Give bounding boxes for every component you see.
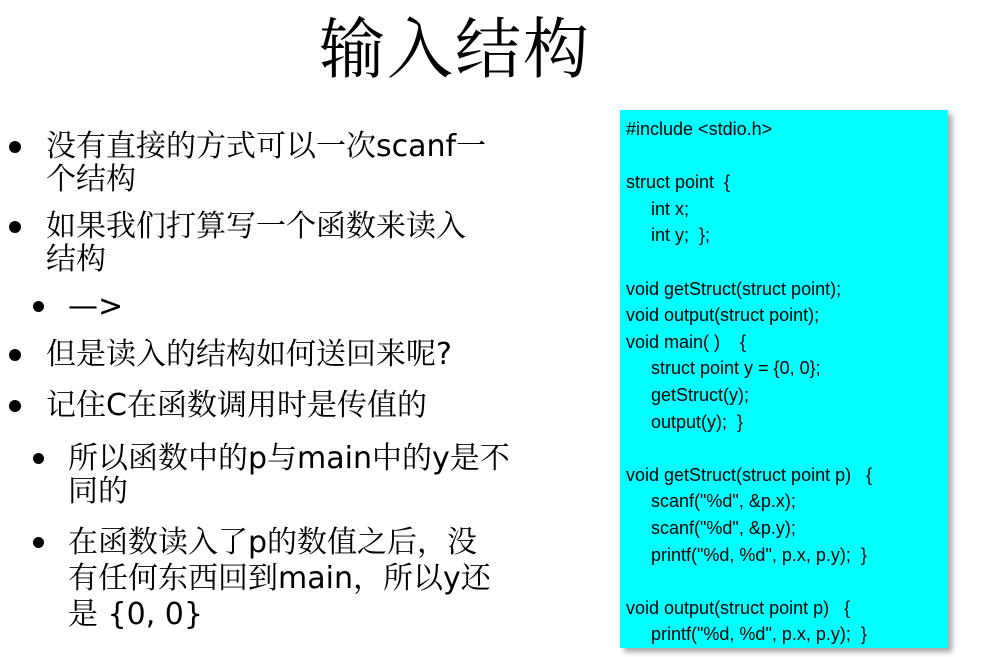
code-line <box>626 568 942 595</box>
bullet-line: 如果我们打算写一个函数来读入 <box>46 209 466 244</box>
bullet-line: 个结构 <box>46 162 136 197</box>
code-line: void main( ) { <box>626 331 747 352</box>
code-line: struct point y = {0, 0}; <box>626 358 821 379</box>
code-line: void output(struct point p) { <box>626 597 851 618</box>
bullet-dot <box>9 400 21 412</box>
bullet-line: 但是读入的结构如何送回来呢? <box>46 337 452 372</box>
bullet-line: 所以函数中的p与main中的y是不 <box>68 441 510 476</box>
bullet-dot <box>33 537 44 548</box>
code-line: printf("%d, %d", p.x, p.y); } <box>626 624 867 645</box>
code-line: int y; }; <box>626 225 711 246</box>
bullet-line: —> <box>68 289 124 324</box>
bullet-dot <box>33 453 44 464</box>
bullet-line: 同的 <box>68 474 128 509</box>
code-line: struct point { <box>626 172 731 193</box>
code-line: output(y); } <box>626 411 744 432</box>
code-line: #include <stdio.h> <box>626 119 773 139</box>
code-listing <box>620 110 948 648</box>
code-line: printf("%d, %d", p.x, p.y); } <box>626 544 867 565</box>
code-line: void output(struct point); <box>626 305 820 326</box>
bullet-line: 结构 <box>46 242 106 277</box>
code-line: int x; <box>626 198 690 219</box>
bullet-line: 在函数读入了p的数值之后，没 <box>68 525 478 560</box>
slide-title: 输入结构 <box>319 11 591 88</box>
code-line: scanf("%d", &p.x); <box>626 491 796 512</box>
code-line <box>626 143 942 170</box>
code-line: getStruct(y); <box>626 384 750 405</box>
code-line: void getStruct(struct point p) { <box>626 464 873 485</box>
code-line <box>626 249 942 276</box>
code-line: void getStruct(struct point); <box>626 278 842 299</box>
bullet-dot <box>9 221 21 233</box>
code-line <box>626 435 942 462</box>
bullet-dot <box>33 301 44 312</box>
bullet-dot <box>9 349 21 361</box>
bullet-line: 记住C在函数调用时是传值的 <box>46 388 427 423</box>
bullet-dot <box>9 141 21 153</box>
bullet-line: 是 {0, 0} <box>68 597 203 632</box>
bullet-line: 没有直接的方式可以一次scanf一 <box>46 129 487 164</box>
code-line: scanf("%d", &p.y); <box>626 517 796 538</box>
bullet-line: 有任何东西回到main，所以y还 <box>68 561 491 596</box>
